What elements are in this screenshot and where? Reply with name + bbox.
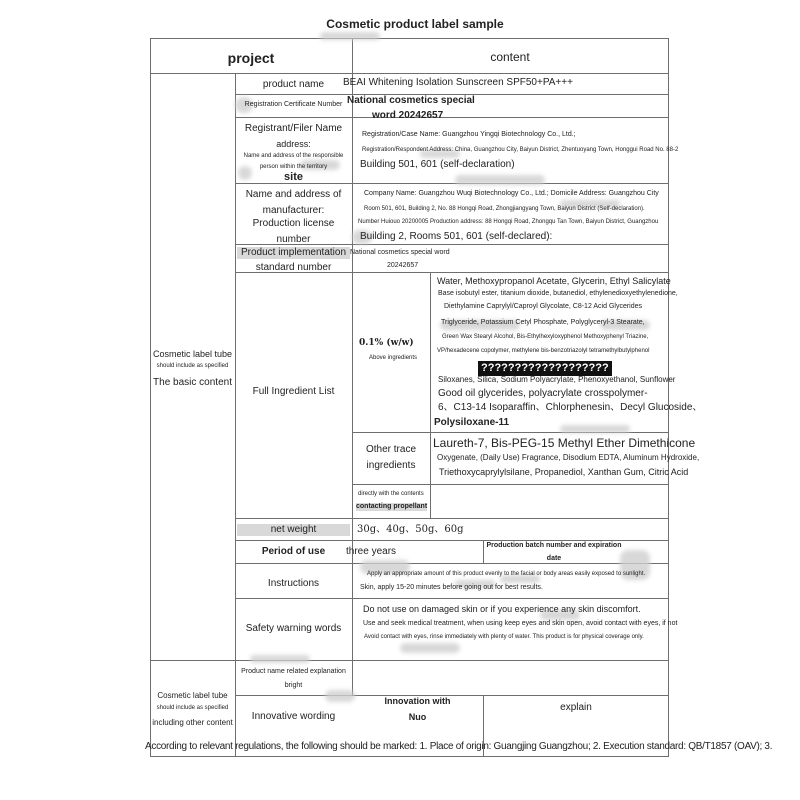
manufacturer-value-3: Number Huiouo 20200005 Production address: 88 Hongqi Road, Zhongqu Tan Town, Baiyun District, Guangzhou xyxy=(358,219,659,225)
page-title: Cosmetic product label sample xyxy=(326,17,504,31)
safety-warning-label: Safety warning words xyxy=(245,623,342,634)
header-project: project xyxy=(227,50,275,66)
above-ingredients-label: Above ingredients xyxy=(369,355,418,361)
ingredient-list-label: Full Ingredient List xyxy=(252,386,335,397)
innovative-value-1: Innovation with xyxy=(384,696,451,706)
instructions-value-2: Skin, apply 15-20 minutes before going out for best results. xyxy=(360,584,543,591)
header-content: content xyxy=(490,50,530,64)
innovative-wording-label: Innovative wording xyxy=(251,711,336,722)
footer-note: According to relevant regulations, the following should be marked: 1. Place of origin: Guangjing Guangzhou; 2. Execution standard: QB/T1857 (OAV); 3. xyxy=(145,741,773,752)
registration-value-1: National cosmetics special xyxy=(347,95,475,106)
registrant-value-2: Registration/Respondent Address: China, Guangzhou City, Baiyun District, Zhentuoyang Town, Honggui Road No. 88-2 xyxy=(362,147,679,153)
manufacturer-value-1: Company Name: Guangzhou Wuqi Biotechnology Co., Ltd.; Domicile Address: Guangzhou City xyxy=(364,190,659,197)
standard-value-2: 20242657 xyxy=(387,262,419,269)
explain-label: explain xyxy=(560,702,592,713)
net-weight-value: 30g、40g、50g、60g xyxy=(357,524,464,535)
net-weight-label: net weight xyxy=(237,524,350,536)
unreadable-text: ??????????????????? xyxy=(478,361,612,376)
safety-value-3: Avoid contact with eyes, rinse immediately with plenty of water. This product is for physical coverage only. xyxy=(364,634,644,640)
innovative-value-2: Nuo xyxy=(408,712,427,722)
safety-value-2: Use and seek medical treatment, when using keep eyes and skin open, avoid contact with eyes, if not xyxy=(363,620,678,627)
instructions-value-1: Apply an appropriate amount of this product evenly to the facial or body areas easily exposed to sunlight. xyxy=(367,571,646,577)
product-name-value: BEAI Whitening Isolation Sunscreen SPF50+PA+++ xyxy=(343,77,573,88)
batch-number-label-2: date xyxy=(546,555,562,562)
registration-value-2: word 20242657 xyxy=(372,110,444,121)
period-value: three years xyxy=(346,546,397,557)
manufacturer-value-2: Room 501, 601, Building 2, No. 88 Hongqi Road, Zhongjiangyang Town, Baiyun District (Self-declaration). xyxy=(364,206,645,212)
registrant-value-1: Registration/Case Name: Guangzhou Yingqi Biotechnology Co., Ltd.; xyxy=(362,131,576,138)
standard-value-1: National cosmetics special word xyxy=(350,249,450,256)
period-label: Period of use xyxy=(261,546,326,557)
manufacturer-value-4: Building 2, Rooms 501, 601 (self-declared): xyxy=(360,231,553,242)
registrant-value-3: Building 501, 601 (self-declaration) xyxy=(360,159,515,170)
batch-number-label-1: Production batch number and expiration xyxy=(486,542,622,549)
product-name-label: product name xyxy=(262,79,325,90)
registration-label: Registration Certificate Number xyxy=(244,101,343,108)
above-percentage: 0.1% (w/w) xyxy=(359,338,414,348)
safety-value-1: Do not use on damaged skin or if you experience any skin discomfort. xyxy=(363,604,641,614)
instructions-label: Instructions xyxy=(267,578,320,589)
